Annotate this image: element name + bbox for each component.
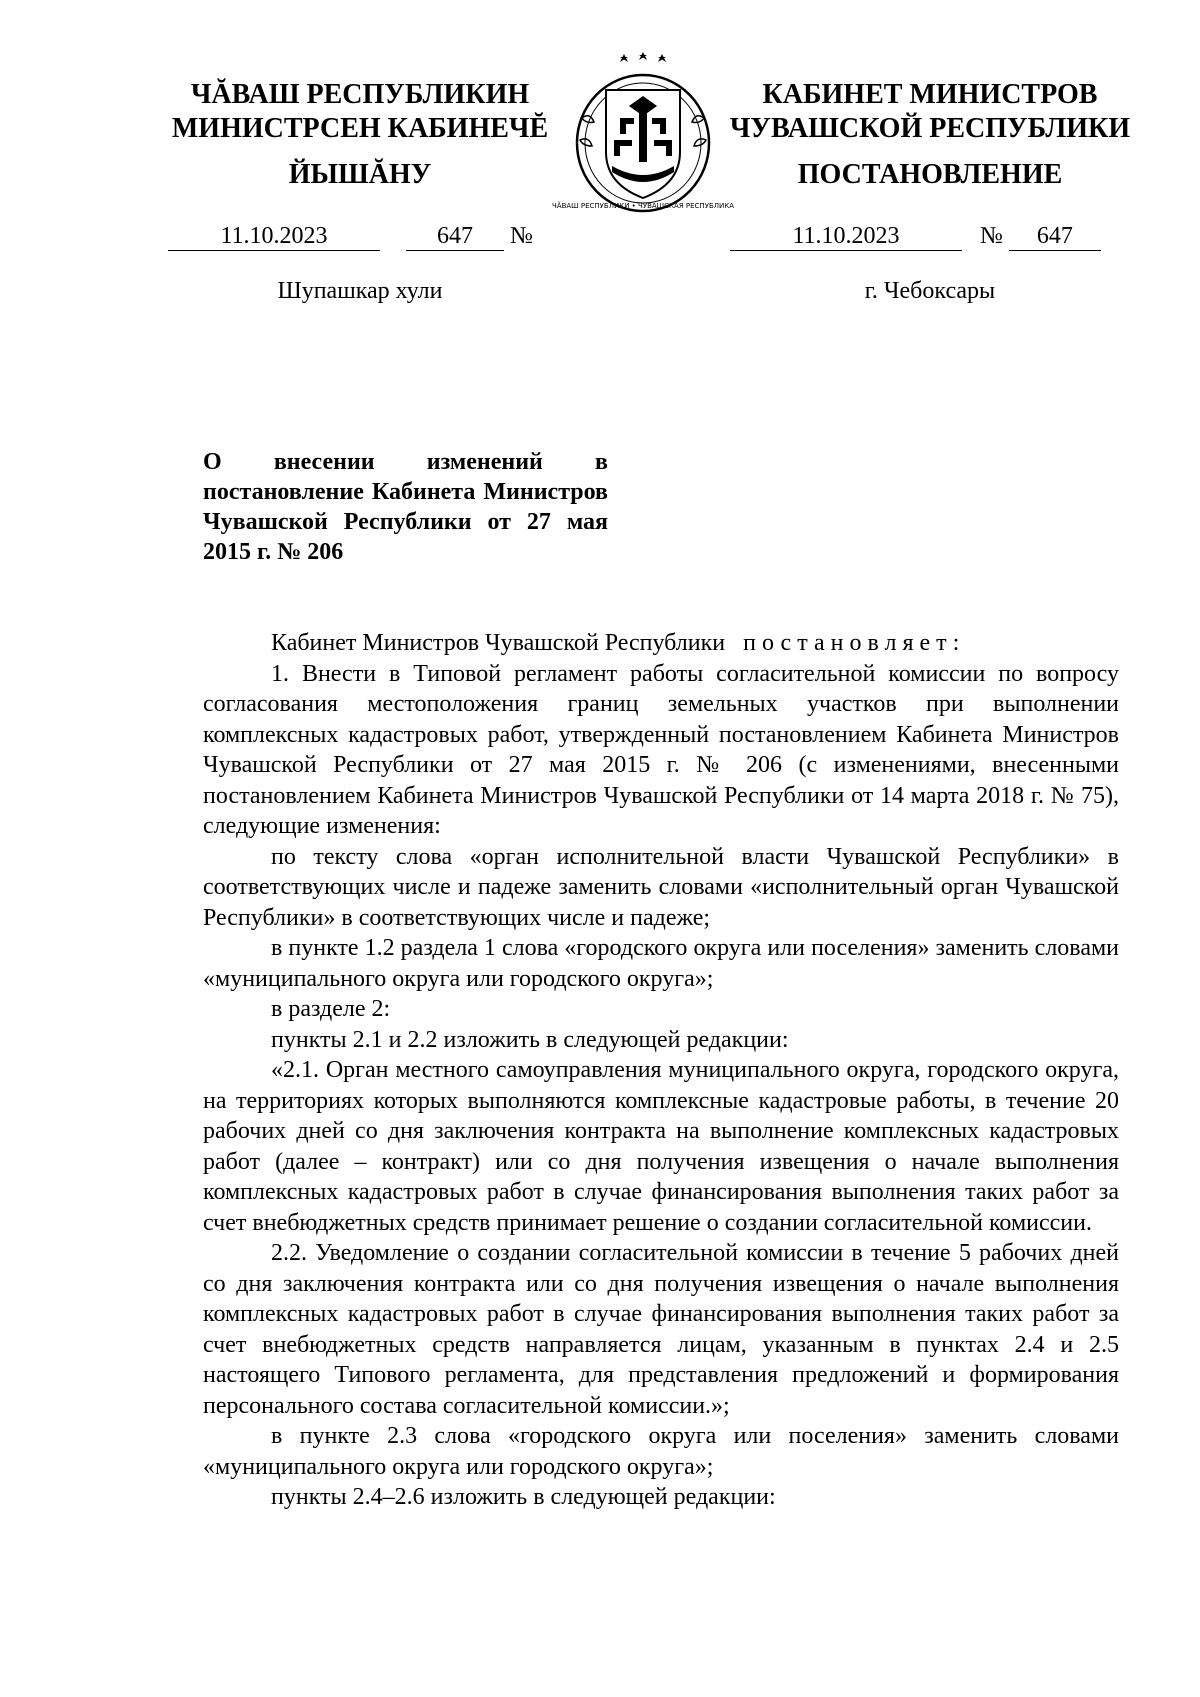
header-left-line1: ЧĂВАШ РЕСПУБЛИКИН	[190, 79, 530, 110]
body-paragraph: пункты 2.1 и 2.2 изложить в следующей редакции:	[271, 1026, 789, 1053]
body-paragraph: «2.1. Орган местного самоуправления муниципального округа, городского округа, на территориях которых выполняются комплексные кадастровые работы, в течение 20 рабочих дней со дня заключения контракта на выполнение комплексных кадастровых работ (далее – контракт) или со дня получения извещения о начале выполнения комплексных кадастровых работ в случае финансирования выполнения таких работ за счет внебюджетных средств принимает решение о создании согласительной комиссии.	[203, 1057, 1119, 1236]
body-paragraph: в пункте 1.2 раздела 1 слова «городского округа или поселения» заменить словами «муниципального округа или городского округа»;	[203, 935, 1119, 992]
chuvash-coat-of-arms-icon	[551, 48, 735, 218]
doc-type-left: ЙЫШĂНУ	[288, 159, 432, 190]
body-paragraph: в пункте 2.3 слова «городского округа или поселения» заменить словами «муниципального округа или городского округа»;	[203, 1423, 1119, 1480]
header-left-block	[150, 78, 570, 146]
right-date: 11.10.2023	[730, 222, 962, 251]
right-number-sign: №	[980, 223, 1003, 249]
city-right: г. Чебоксары	[864, 278, 996, 304]
intro-text: Кабинет Министров Чувашской Республики	[271, 630, 726, 656]
doc-type-right: ПОСТАНОВЛЕНИЕ	[797, 159, 1063, 190]
city-left: Шупашкар хули	[277, 278, 443, 304]
header-left-line2: МИНИСТРСЕН КАБИНЕЧĔ	[171, 113, 549, 144]
header-right-line2: ЧУВАШСКОЙ РЕСПУБЛИКИ	[729, 113, 1131, 144]
body-paragraph: 2.2. Уведомление о создании согласительной комиссии в течение 5 рабочих дней со дня заключения контракта или со дня получения извещения о начале выполнения комплексных кадастровых работ в случае финансирования выполнения таких работ за счет внебюджетных средств направляется лицам, указанным в пунктах 2.4 и 2.5 настоящего Типового регламента, для представления предложений и формирования персонального состава согласительной комиссии.»;	[203, 1240, 1119, 1419]
left-number-sign: №	[510, 223, 533, 249]
right-date-number-line	[730, 222, 1110, 251]
document-body	[203, 628, 1119, 1513]
right-number: 647	[1009, 222, 1101, 251]
body-paragraph: 1. Внести в Типовой регламент работы согласительной комиссии по вопросу согласования местоположения границ земельных участков при выполнении комплексных кадастровых работ, утвержденный постановлением Кабинета Министров Чувашской Республики от 27 мая 2015 г. № 206 (с изменениями, внесенными постановлением Кабинета Министров Чувашской Республики от 14 марта 2018 г. № 75), следующие изменения:	[203, 660, 1119, 839]
body-paragraph: в разделе 2:	[271, 996, 391, 1022]
document-title: О внесении изменений в постановление Кабинета Министров Чувашской Республики от 27 мая 2015 г. № 206	[203, 449, 608, 565]
left-date-number-line	[168, 222, 558, 251]
emblem-ring-text: ЧĂВАШ РЕСПУБЛИКИ • ЧУВАШСКАЯ РЕСПУБЛИКА	[551, 202, 735, 210]
header-right-line1: КАБИНЕТ МИНИСТРОВ	[762, 79, 1098, 110]
header-right-block	[720, 78, 1140, 146]
left-date: 11.10.2023	[168, 222, 380, 251]
body-paragraph: по тексту слова «орган исполнительной власти Чувашской Республики» в соответствующих числе и падеже заменить словами «исполнительный орган Чувашской Республики» в соответствующих числе и падеже;	[203, 843, 1119, 931]
intro-action: постановляет:	[743, 630, 966, 656]
intro-paragraph	[203, 628, 1119, 659]
body-paragraph: пункты 2.4–2.6 изложить в следующей редакции:	[271, 1484, 776, 1510]
left-number: 647	[406, 222, 504, 251]
